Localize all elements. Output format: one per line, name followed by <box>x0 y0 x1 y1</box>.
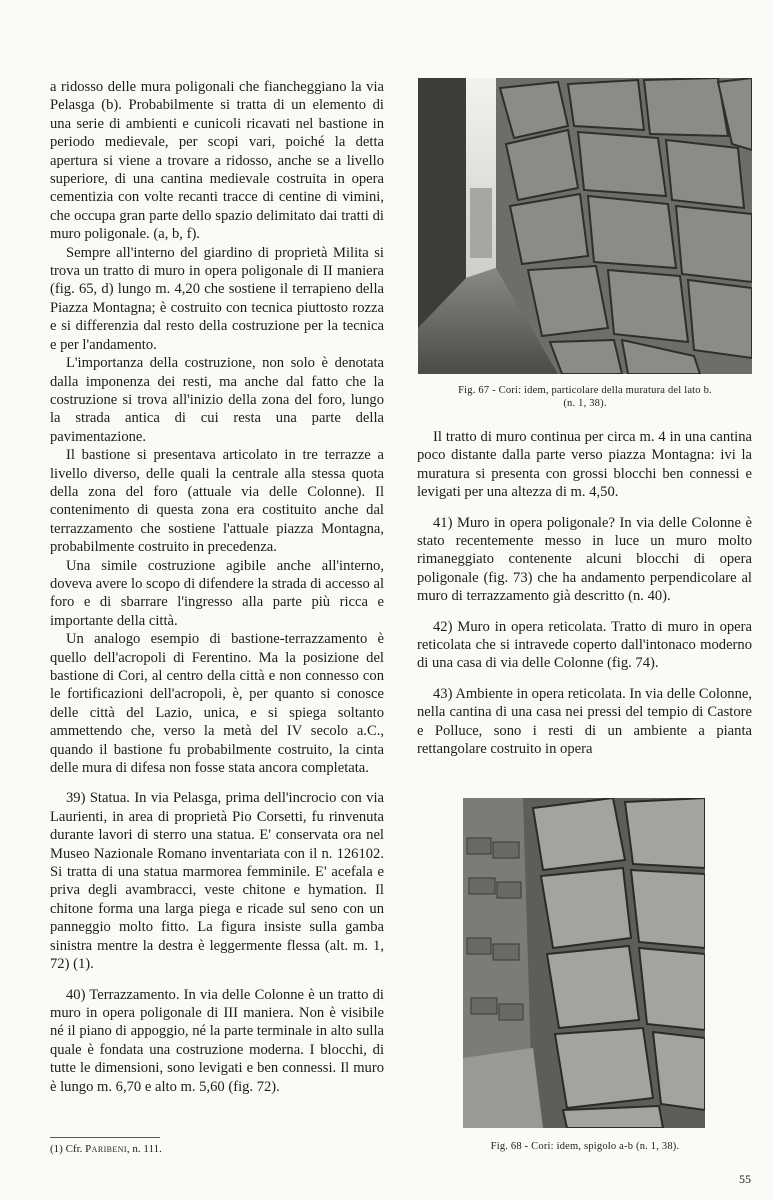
figure-68-photo <box>463 798 705 1128</box>
paragraph-item-41: 41) Muro in opera poligonale? In via delle Colonne è stato recentemente messo in luce un muro molto rimaneggiato contenente alcuni blocchi di opera poligonale (fig. 73) che ha andamento perpendicolare al muro di terrazzamento già descritto (n. 40). <box>417 514 752 605</box>
paragraph-item-42: 42) Muro in opera reticolata. Tratto di muro in opera reticolata che si intravede coperto dall'intonaco moderno di una casa di via delle Colonne (fig. 74). <box>417 618 752 672</box>
figure-67-caption <box>418 384 752 410</box>
figure-67-caption-line1: Fig. 67 - Cori: idem, particolare della muratura del lato b. <box>458 385 712 396</box>
paragraph: a ridosso delle mura poligonali che fiancheggiano la via Pelasga (b). Probabilmente si tratta di un elemento di una serie di ambienti e cunicoli ricavati nel bastione in periodo medievale, per scopi vari, poiché la detta apertura si viene a trovare a ridosso, anche se a livello superiore, di una cantina medievale costruita in opera cementizia con volte recanti tracce di centine di vimini, che occupa gran parte dello spazio delimitato dai tratti di muro poligonale. (a, b, f). <box>50 79 384 243</box>
paragraph: Sempre all'interno del giardino di proprietà Milita si trova un tratto di muro in opera poligonale di II maniera (fig. 65, d) lungo m. 4,20 che sostiene il terrapieno della Piazza Montagna; è costruito con tecnica piuttosto rozza e si differenzia dal resto della costruzione per la tecnica e per l'andamento. <box>50 244 384 353</box>
paragraph: Un analogo esempio di bastione-terrazzamento è quello dell'acropoli di Ferentino. Ma la posizione del bastione di Cori, al centro della città e non connesso con le fortificazioni dell'acropoli, è, per quanto si conosce delle città del Lazio, unica, e si spiega soltanto ammettendo che, verso la metà del IV secolo a.C., quando il bastione fu probabilmente costruito, la cinta delle mura di difesa non fosse stata ancora completata. <box>50 631 384 777</box>
paragraph-item-40: 40) Terrazzamento. In via delle Colonne è un tratto di muro in opera poligonale di III maniera. Non è visibile né il piano di appoggio, né la parte terminale in alto sulla quale è fondata una costruzione moderna. I blocchi, di tutte le dimensioni, sono levigati e ben connessi. Il muro è lungo m. 6,70 e alto m. 5,60 (fig. 72). <box>50 986 384 1095</box>
paragraph: Il bastione si presentava articolato in tre terrazze a livello diverso, delle quali la centrale alla stessa quota della zona del foro (attuale via delle Colonne). Il contenimento di questa zona era costituito anche dal terrazzamento che sostiene l'attuale piazza Montagna, probabilmente costruito in precedenza. <box>50 447 384 556</box>
paragraph-item-39: 39) Statua. In via Pelasga, prima dell'incrocio con via Laurienti, in area di proprietà Pio Corsetti, fu rinvenuta durante lavori di sterro una statua. E' conservata ora nel Museo Nazionale Romano inventariata con il n. 126102. Si tratta di una statua marmorea femminile. E' acefala e priva degli avambracci, veste chitone e hymation. Il chitone forma una larga piega e ricade sul seno con un panneggio molto fitto. La figura insiste sulla gamba sinistra mentre la destra è leggermente flessa (alt. m. 1, 72) (1). <box>50 790 384 973</box>
figure-67-photo <box>418 78 752 374</box>
footnote <box>50 1143 384 1155</box>
paragraph: L'importanza della costruzione, non solo è denotata dalla imponenza dei resti, ma anche dal fatto che la costruzione si trova all'inizio della zona del foro, lungo la strada antica di cui resta una parte della pavimentazione. <box>50 355 384 445</box>
paragraph: Il tratto di muro continua per circa m. 4 in una cantina poco distante dalla parte verso piazza Montagna: ivi la muratura si presenta con grossi blocchi ben connessi e levigati per una altezza di m. 4,50. <box>417 429 752 501</box>
footnote-divider <box>50 1137 160 1138</box>
footnote-prefix: (1) Cfr. <box>50 1143 83 1155</box>
paragraph: Una simile costruzione agibile anche all'interno, doveva avere lo scopo di difendere la strada di accesso al foro e di sbarrare l'ingresso alla parte più ricca e importante della città. <box>50 557 384 629</box>
paragraph-item-43: 43) Ambiente in opera reticolata. In via delle Colonne, nella cantina di una casa nei pressi del tempio di Castore e Polluce, sono i resti di un ambiente a pianta rettangolare costruito in opera <box>417 685 752 758</box>
right-column <box>417 428 752 759</box>
figure-67-caption-line2: (n. 1, 38). <box>563 398 607 409</box>
page-number: 55 <box>739 1172 751 1186</box>
figure-68-caption: Fig. 68 - Cori: idem, spigolo a-b (n. 1, 38). <box>490 1141 680 1152</box>
footnote-author: Paribeni <box>85 1143 127 1155</box>
left-column <box>50 78 384 1096</box>
footnote-suffix: , n. 111. <box>126 1143 162 1155</box>
